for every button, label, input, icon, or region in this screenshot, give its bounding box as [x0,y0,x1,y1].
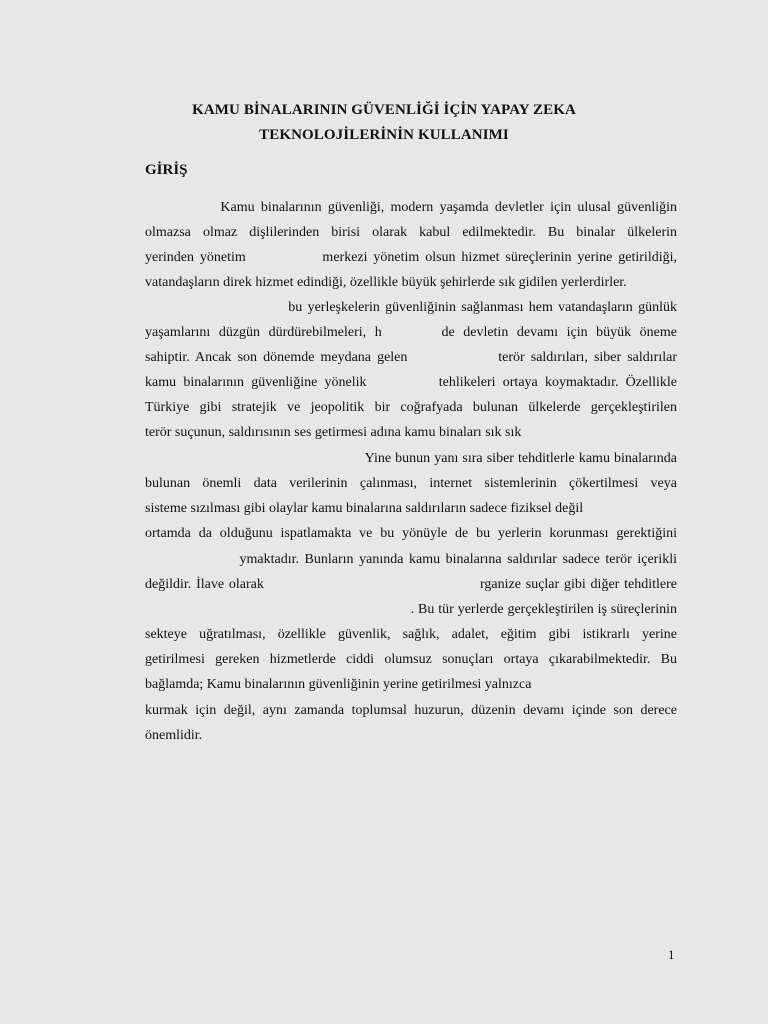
body-line: Yine bunun yanı sıra siber tehditlerle kamu binalarında [145,451,677,466]
body-line: yerinden yönetim merkezi yönetim olsun hizmet süreçlerinin yerine getirildiği, [145,250,677,265]
body-line: kurmak için değil, aynı zamanda toplumsal huzurun, düzenin devamı içinde son derece [145,703,677,718]
body-line: olmazsa olmaz dişlilerinden birisi olarak kabul edilmektedir. Bu binalar ülkelerin [145,225,677,240]
body-line: değildir. İlave olarak rganize suçlar gibi diğer tehditlere [145,577,677,592]
body-line: kamu binalarının güvenliğine yönelik tehlikeleri ortaya koymaktadır. Özellikle [145,375,677,390]
page-number: 1 [668,947,675,962]
body-line: bu yerleşkelerin güvenliğinin sağlanması hem vatandaşların günlük [145,300,677,315]
document-title-line-1: KAMU BİNALARININ GÜVENLİĞİ İÇİN YAPAY ZEKA [192,102,576,118]
body-line: yaşamlarını düzgün dürdürebilmeleri, h de devletin devamı için büyük öneme [145,325,677,340]
body-line: ymaktadır. Bunların yanında kamu binalarına saldırılar sadece terör içerikli [145,552,677,567]
body-line: Kamu binalarının güvenliği, modern yaşamda devletler için ulusal güvenliğin [145,200,677,215]
body-line: ortamda da olduğunu ispatlamakta ve bu yönüyle de bu yerlerin korunması gerektiğini [145,526,677,541]
body-line: bulunan önemli data verilerinin çalınması, internet sistemlerinin çökertilmesi veya [145,476,677,491]
body-line: getirilmesi gereken hizmetlerde ciddi olumsuz sonuçları ortaya çıkarabilmektedir. Bu [145,652,677,667]
body-line: bağlamda; Kamu binalarının güvenliğinin yerine getirilmesi yalnızca [145,677,532,692]
section-heading: GİRİŞ [145,162,188,178]
body-line: önemlidir. [145,728,203,743]
body-line: sisteme sızılması gibi olaylar kamu binalarına saldırıların sadece fiziksel değil [145,501,584,516]
body-line: sahiptir. Ancak son dönemde meydana gelen terör saldırıları, siber saldırılar [145,350,677,365]
body-line: Türkiye gibi stratejik ve jeopolitik bir coğrafyada bulunan ülkelerde gerçekleştirilen [145,400,677,415]
document-title-line-2: TEKNOLOJİLERİNİN KULLANIMI [259,127,509,143]
body-line: terör suçunun, saldırısının ses getirmesi adına kamu binaları sık sık [145,425,522,440]
body-line: sekteye uğratılması, özellikle güvenlik, sağlık, adalet, eğitim gibi istikrarlı yerine [145,627,677,642]
body-line: . Bu tür yerlerde gerçekleştirilen iş süreçlerinin [145,602,677,617]
body-line: vatandaşların direk hizmet edindiği, özellikle büyük şehirlerde sık gidilen yerlerdirler. [145,275,627,290]
